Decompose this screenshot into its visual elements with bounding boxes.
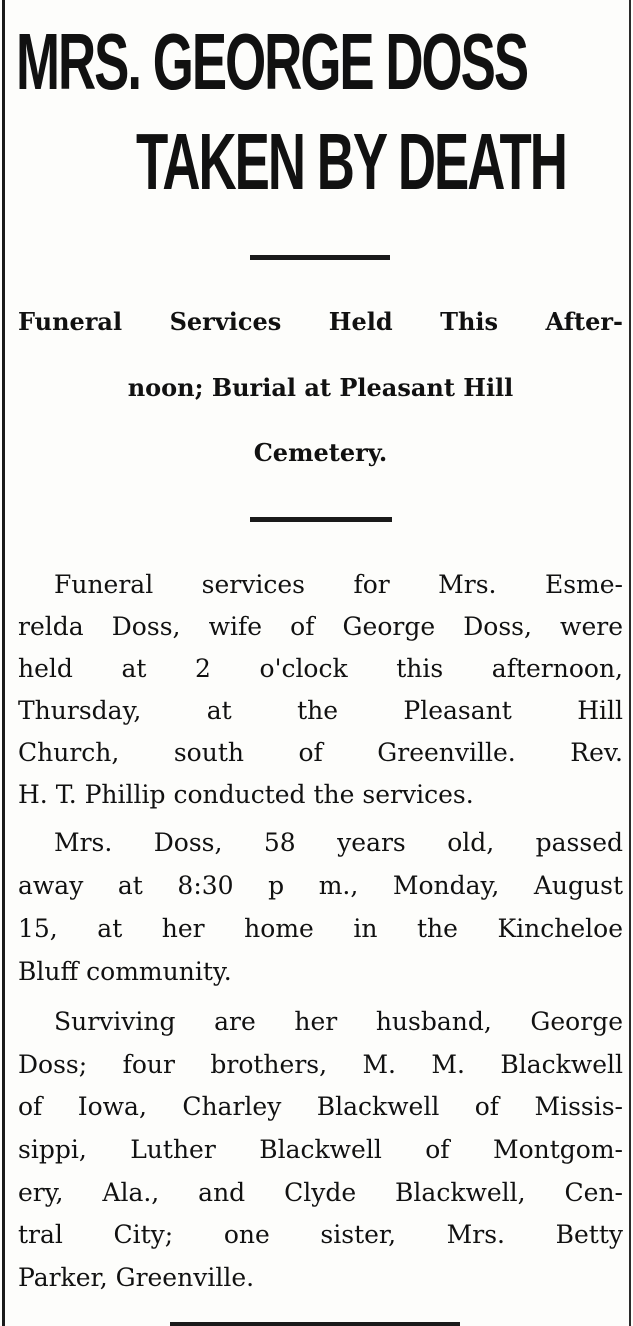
headline-line-2: TAKEN BY DEATH: [136, 117, 566, 206]
article-line: Funeral services for Mrs. Esme-: [54, 570, 623, 599]
headline-line-1: MRS. GEORGE DOSS: [16, 17, 528, 106]
subheadline-line-1: Funeral Services Held This After-: [18, 307, 623, 336]
subheadline-divider: [250, 517, 392, 522]
article-line: Parker, Greenville.: [18, 1263, 255, 1292]
headline-divider: [250, 255, 390, 260]
left-column-rule: [2, 0, 5, 1326]
bottom-rule: [170, 1322, 460, 1326]
article-line: Surviving are her husband, George: [54, 1007, 623, 1036]
article-line: Mrs. Doss, 58 years old, passed: [54, 828, 623, 857]
article-line: sippi, Luther Blackwell of Montgom-: [18, 1135, 623, 1164]
article-line: Church, south of Greenville. Rev.: [18, 738, 623, 767]
subheadline-line-3: Cemetery.: [253, 438, 388, 467]
article-line: of Iowa, Charley Blackwell of Missis-: [18, 1092, 623, 1121]
subheadline-line-2: noon; Burial at Pleasant Hill: [127, 373, 514, 402]
article-line: ery, Ala., and Clyde Blackwell, Cen-: [18, 1178, 623, 1207]
article-line: held at 2 o'clock this afternoon,: [18, 654, 623, 683]
article-line: H. T. Phillip conducted the services.: [18, 780, 474, 809]
article-line: Bluff community.: [18, 957, 232, 986]
article-line: Thursday, at the Pleasant Hill: [18, 696, 623, 725]
article-line: tral City; one sister, Mrs. Betty: [18, 1220, 623, 1249]
article-line: 15, at her home in the Kincheloe: [18, 914, 623, 943]
article-line: away at 8:30 p m., Monday, August: [18, 871, 623, 900]
article-line: relda Doss, wife of George Doss, were: [18, 612, 623, 641]
article-line: Doss; four brothers, M. M. Blackwell: [18, 1050, 623, 1079]
right-column-rule: [629, 0, 631, 1326]
